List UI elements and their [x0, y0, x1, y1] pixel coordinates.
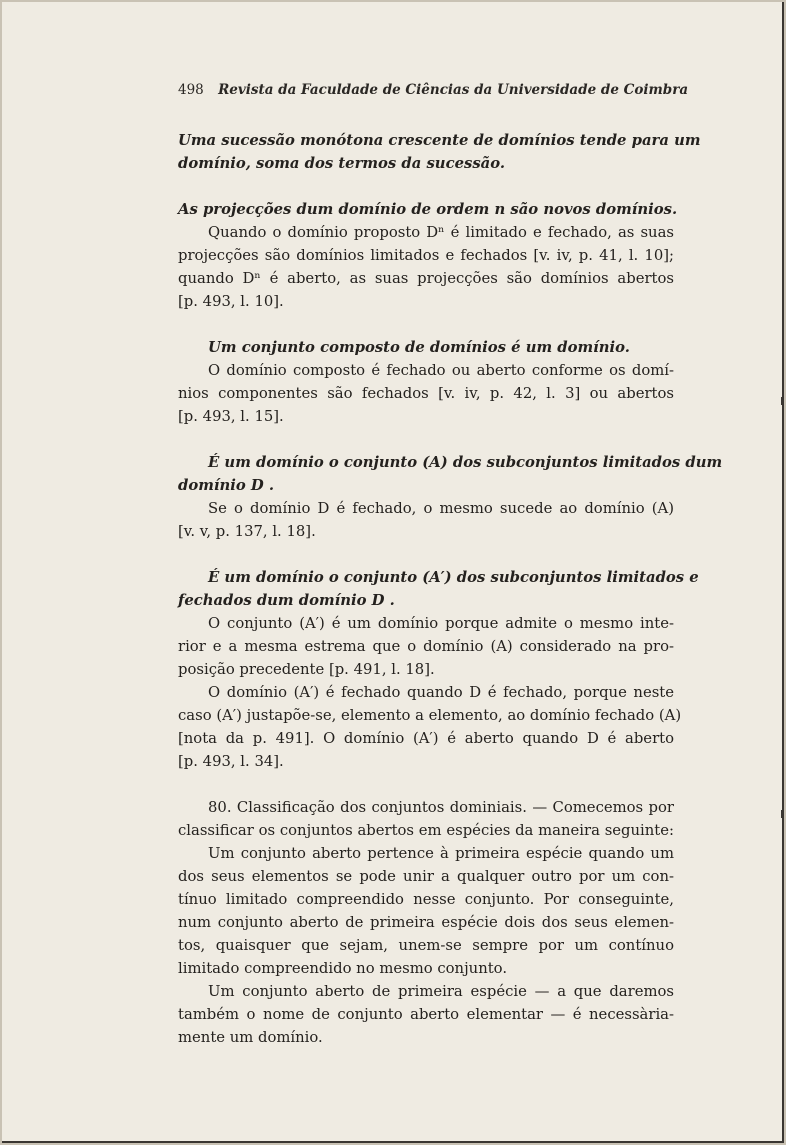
text-line: Um conjunto composto de domínios é um domínio. [208, 339, 630, 356]
paragraph-gap [178, 175, 674, 198]
text-line: Quando o domínio proposto Dⁿ é limitado e fechado, as suas [208, 224, 674, 241]
paragraph-gap [178, 543, 674, 566]
text-line: mente um domínio. [178, 1029, 323, 1046]
page-number: 498 [178, 82, 204, 98]
text-line: tínuo limitado compreendido nesse conjunto. Por conseguinte, [178, 891, 674, 908]
text-line: [p. 493, l. 10]. [178, 293, 284, 310]
paragraph-gap [178, 773, 674, 796]
text-line: É um domínio o conjunto (A′) dos subconjuntos limitados e [208, 569, 699, 586]
text-line: dos seus elementos se pode unir a qualquer outro por um con- [178, 868, 674, 885]
edge-mark [781, 397, 784, 405]
edge-mark [781, 810, 784, 818]
text-line: O domínio (A′) é fechado quando D é fechado, porque neste [208, 684, 674, 701]
text-line: tos, quaisquer que sejam, unem-se sempre por um contínuo [178, 937, 674, 954]
text-line: O domínio composto é fechado ou aberto conforme os domí- [208, 362, 674, 379]
text-line: quando Dⁿ é aberto, as suas projecções são domínios abertos [178, 270, 674, 287]
text-line: fechados dum domínio D . [178, 592, 395, 609]
text-line: rior e a mesma estrema que o domínio (A) considerado na pro- [178, 638, 674, 655]
text-line: 80. Classificação dos conjuntos dominiais. — Comecemos por [208, 799, 674, 816]
text-line: projecções são domínios limitados e fechados [v. iv, p. 41, l. 10]; [178, 247, 674, 264]
text-line: nios componentes são fechados [v. iv, p. 42, l. 3] ou abertos [178, 385, 674, 402]
text-line: classificar os conjuntos abertos em espécies da maneira seguinte: [178, 822, 674, 839]
paragraph-gap [178, 428, 674, 451]
text-line: As projecções dum domínio de ordem n são novos domínios. [178, 201, 678, 218]
text-line: domínio D . [178, 477, 275, 494]
running-title: Revista da Faculdade de Ciências da Universidade de Coimbra [218, 82, 689, 98]
body-text [178, 129, 723, 1049]
text-line: também o nome de conjunto aberto elementar — é necessària- [178, 1006, 674, 1023]
text-line: Um conjunto aberto pertence à primeira espécie quando um [208, 845, 674, 862]
text-line: [v. v, p. 137, l. 18]. [178, 523, 316, 540]
text-line: domínio, soma dos termos da sucessão. [178, 155, 505, 172]
text-line: limitado compreendido no mesmo conjunto. [178, 960, 508, 977]
text-line: Uma sucessão monótona crescente de domínios tende para um [178, 132, 701, 149]
text-line: caso (A′) justapõe-se, elemento a elemento, ao domínio fechado (A) [178, 707, 682, 724]
text-line: [p. 493, l. 15]. [178, 408, 284, 425]
text-line: [p. 493, l. 34]. [178, 753, 284, 770]
text-line: [nota da p. 491]. O domínio (A′) é aberto quando D é aberto [178, 730, 674, 747]
text-line: posição precedente [p. 491, l. 18]. [178, 661, 435, 678]
paragraph-gap [178, 313, 674, 336]
book-page [2, 2, 784, 1143]
text-line: É um domínio o conjunto (A) dos subconjuntos limitados dum [208, 454, 723, 471]
text-line: Se o domínio D é fechado, o mesmo sucede ao domínio (A) [208, 500, 674, 517]
running-header [178, 82, 689, 98]
text-line: O conjunto (A′) é um domínio porque admite o mesmo inte- [208, 615, 674, 632]
text-line: Um conjunto aberto de primeira espécie — a que daremos [208, 983, 674, 1000]
text-line: num conjunto aberto de primeira espécie dois dos seus elemen- [178, 914, 674, 931]
